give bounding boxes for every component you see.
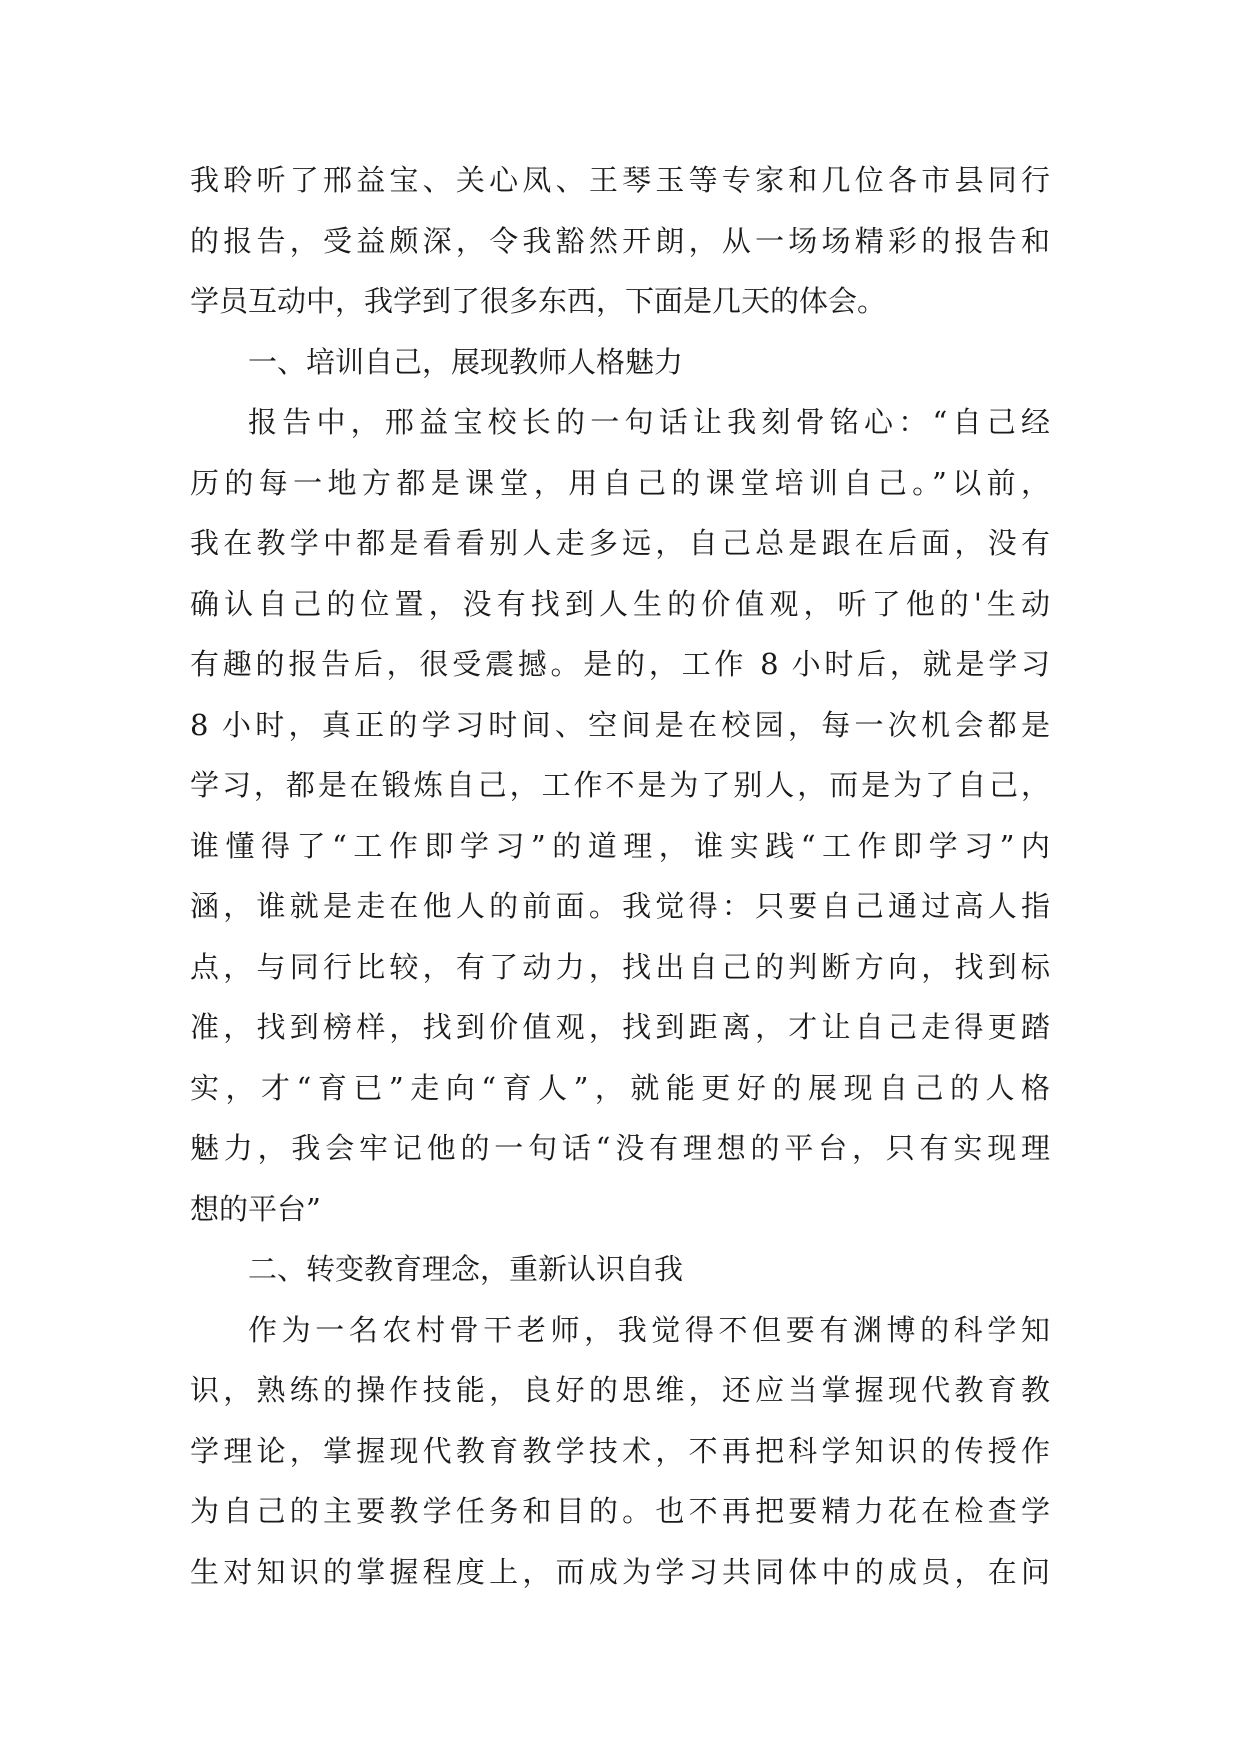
- paragraph-line: 谁懂得了“工作即学习”的道理，谁实践“工作即学习”内: [190, 828, 1050, 863]
- paragraph-line: 魅力，我会牢记他的一句话“没有理想的平台，只有实现理: [190, 1131, 1050, 1165]
- paragraph-line: 报告中，邢益宝校长的一句话让我刻骨铭心：“自己经: [248, 405, 1050, 439]
- document-body: [190, 150, 1050, 1602]
- paragraph-line: 作为一名农村骨干老师，我觉得不但要有渊博的科学知: [248, 1312, 1050, 1347]
- paragraph-line: 涵，谁就是走在他人的前面。我觉得：只要自己通过高人指: [190, 889, 1050, 923]
- paragraph-1: [190, 150, 1050, 332]
- paragraph-2: [190, 392, 1050, 1239]
- paragraph-line: 点，与同行比较，有了动力，找出自己的判断方向，找到标: [190, 949, 1050, 984]
- section-heading-1: 一、培训自己，展现教师人格魅力: [248, 344, 684, 379]
- paragraph-line: 识，熟练的操作技能，良好的思维，还应当掌握现代教育教: [190, 1373, 1050, 1407]
- paragraph-line: 有趣的报告后，很受震撼。是的，工作 8 小时后，就是学习: [190, 647, 1050, 681]
- paragraph-line: 确认自己的位置，没有找到人生的价值观，听了他的'生动: [190, 586, 1050, 621]
- paragraph-line: 的报告，受益颇深，令我豁然开朗，从一场场精彩的报告和: [190, 223, 1050, 258]
- paragraph-line: 我聆听了邢益宝、关心凤、王琴玉等专家和几位各市县同行: [190, 163, 1050, 197]
- paragraph-line: 我在教学中都是看看别人走多远，自己总是跟在后面，没有: [190, 526, 1050, 560]
- paragraph-line: 实，才“育已”走向“育人”，就能更好的展现自己的人格: [190, 1070, 1050, 1105]
- paragraph-3: [190, 1300, 1050, 1603]
- paragraph-line: 学员互动中，我学到了很多东西，下面是几天的体会。: [190, 284, 887, 318]
- paragraph-line: 生对知识的掌握程度上，而成为学习共同体中的成员，在问: [190, 1554, 1050, 1589]
- paragraph-line: 想的平台”: [190, 1191, 321, 1226]
- section-heading-2: 二、转变教育理念，重新认识自我: [248, 1252, 684, 1286]
- paragraph-line: 历的每一地方都是课堂，用自己的课堂培训自己。”以前，: [190, 465, 1050, 500]
- paragraph-line: 8 小时，真正的学习时间、空间是在校园，每一次机会都是: [190, 707, 1050, 742]
- paragraph-line: 为自己的主要教学任务和目的。也不再把要精力花在检查学: [190, 1494, 1050, 1528]
- paragraph-line: 准，找到榜样，找到价值观，找到距离，才让自己走得更踏: [190, 1010, 1050, 1044]
- paragraph-line: 学习，都是在锻炼自己，工作不是为了别人，而是为了自己，: [190, 768, 1050, 802]
- paragraph-line: 学理论，掌握现代教育教学技术，不再把科学知识的传授作: [190, 1433, 1050, 1468]
